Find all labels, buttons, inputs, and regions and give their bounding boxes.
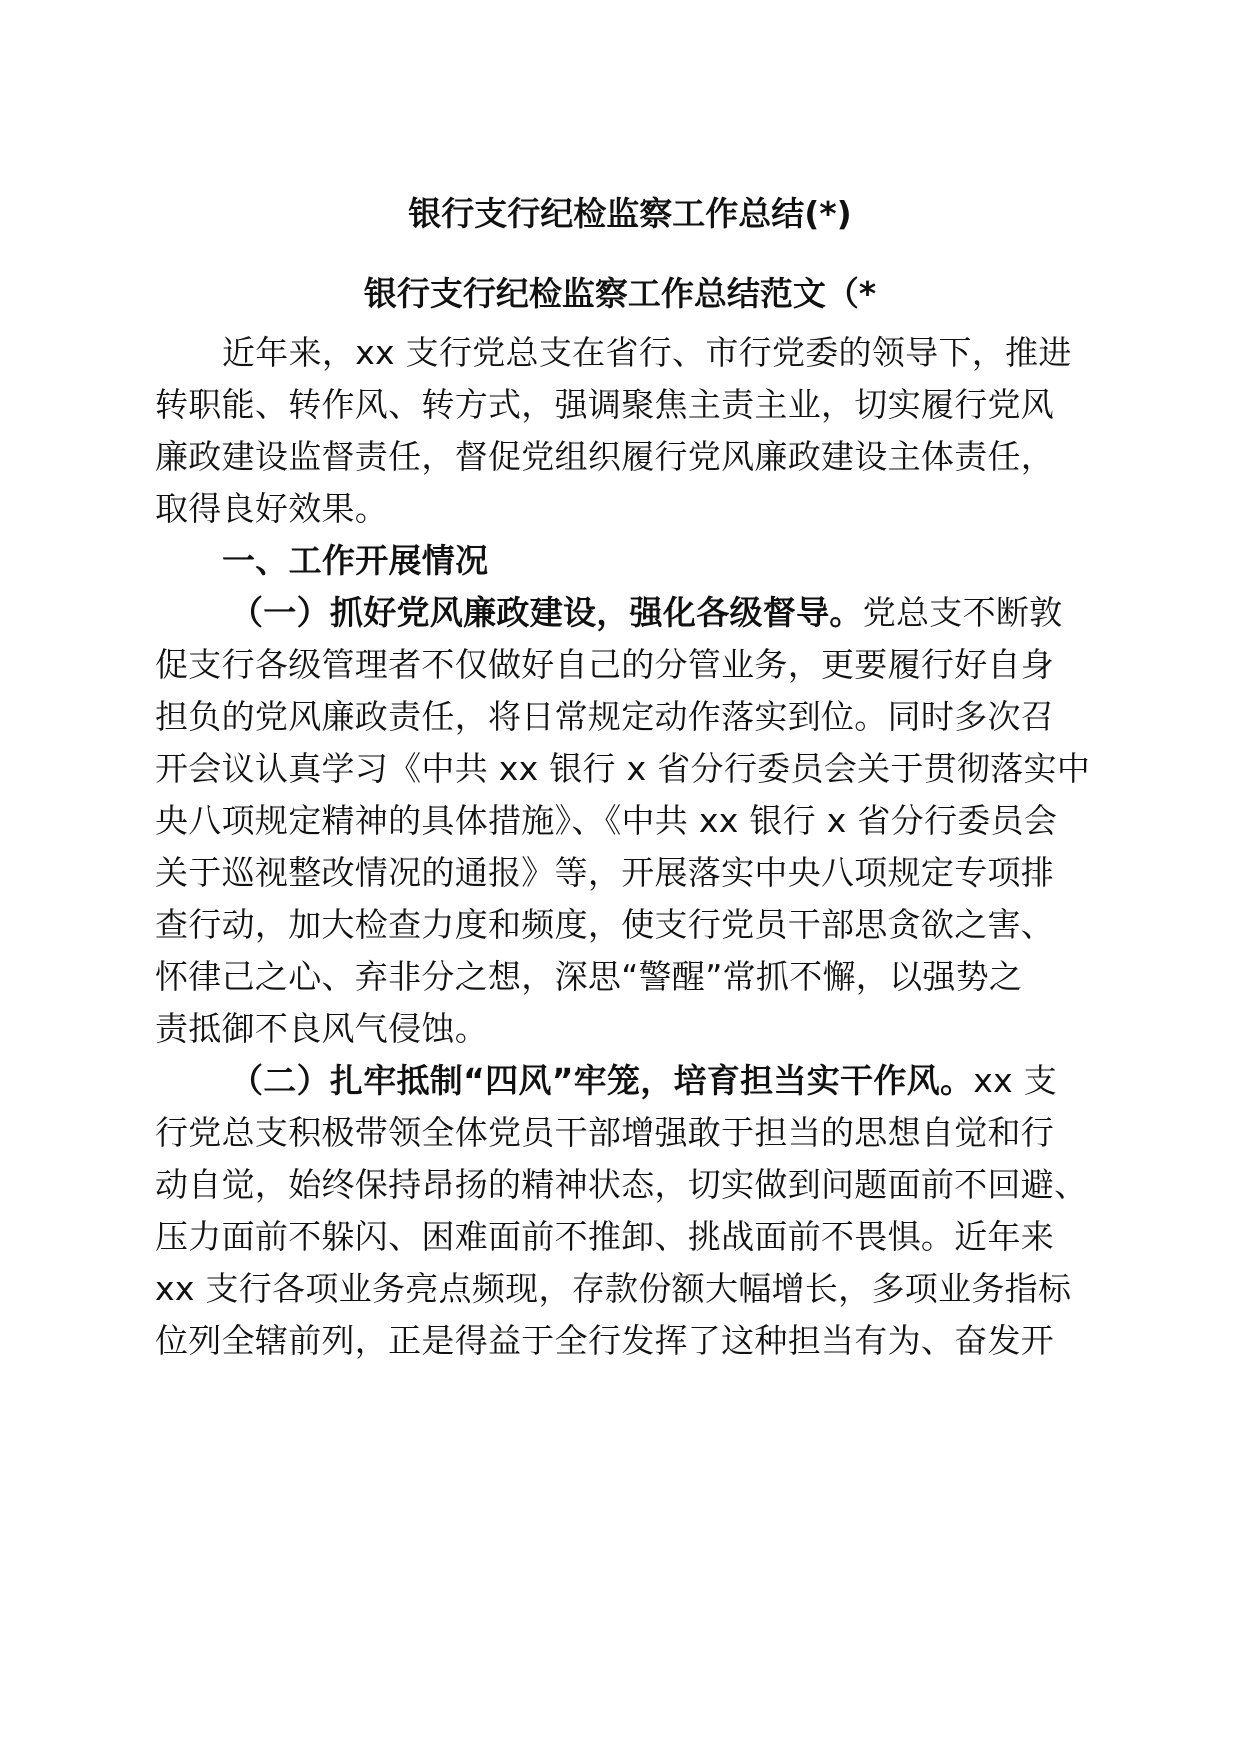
document-subtitle: 银行支行纪检监察工作总结范文（* [363,274,877,313]
subsection-2-line: 行党总支积极带领全体党员干部增强敢于担当的思想自觉和行 [155,1113,1055,1152]
subsection-2-line: xx 支行各项业务亮点频现，存款份额大幅增长，多项业务指标 [155,1269,1072,1308]
subsection-1-line: 央八项规定精神的具体措施》、《中共 xx 银行 x 省分行委员会 [155,801,1058,840]
subsection-2-heading: （二）扎牢抵制“四风”牢笼，培育担当实干作风。 [230,1061,974,1100]
subsection-1-line: 关于巡视整改情况的通报》等，开展落实中央八项规定专项排 [155,853,1055,892]
subsection-1-line: 促支行各级管理者不仅做好自己的分管业务，更要履行好自身 [155,645,1055,684]
subsection-2-first-line-text: xx 支 [973,1061,1058,1100]
section-heading-1: 一、工作开展情况 [222,541,489,580]
intro-line-3: 廉政建设监督责任，督促党组织履行党风廉政建设主体责任， [155,437,1055,476]
subsection-1-first-line-text: 党总支不断敦 [862,593,1063,632]
subsection-1-line: 查行动，加大检查力度和频度，使支行党员干部思贪欲之害、 [155,905,1055,944]
subsection-1-first-line [230,593,1160,633]
subsection-2-first-line [230,1061,1160,1101]
intro-line-2: 转职能、转作风、转方式，强调聚焦主责主业，切实履行党风 [155,385,1055,424]
subsection-1-line: 开会议认真学习《中共 xx 银行 x 省分行委员会关于贯彻落实中 [155,749,1091,788]
subsection-1-line: 责抵御不良风气侵蚀。 [155,1009,488,1048]
subsection-1-heading: （一）抓好党风廉政建设，强化各级督导。 [230,593,863,632]
intro-line-1: 近年来，xx 支行党总支在省行、市行党委的领导下，推进 [222,333,1072,372]
subsection-2-line: 动自觉，始终保持昂扬的精神状态，切实做到问题面前不回避、 [155,1165,1088,1204]
subsection-2-line: 压力面前不躲闪、困难面前不推卸、挑战面前不畏惧。近年来 [155,1217,1055,1256]
subsection-1-line: 担负的党风廉政责任，将日常规定动作落实到位。同时多次召 [155,697,1055,736]
subsection-2-line: 位列全辖前列，正是得益于全行发挥了这种担当有为、奋发开 [155,1321,1055,1360]
document-title: 银行支行纪检监察工作总结(*) [408,194,852,233]
intro-line-4: 取得良好效果。 [155,489,389,528]
subsection-1-line: 怀律己之心、弃非分之想，深思“警醒”常抓不懈，以强势之 [155,957,1023,996]
